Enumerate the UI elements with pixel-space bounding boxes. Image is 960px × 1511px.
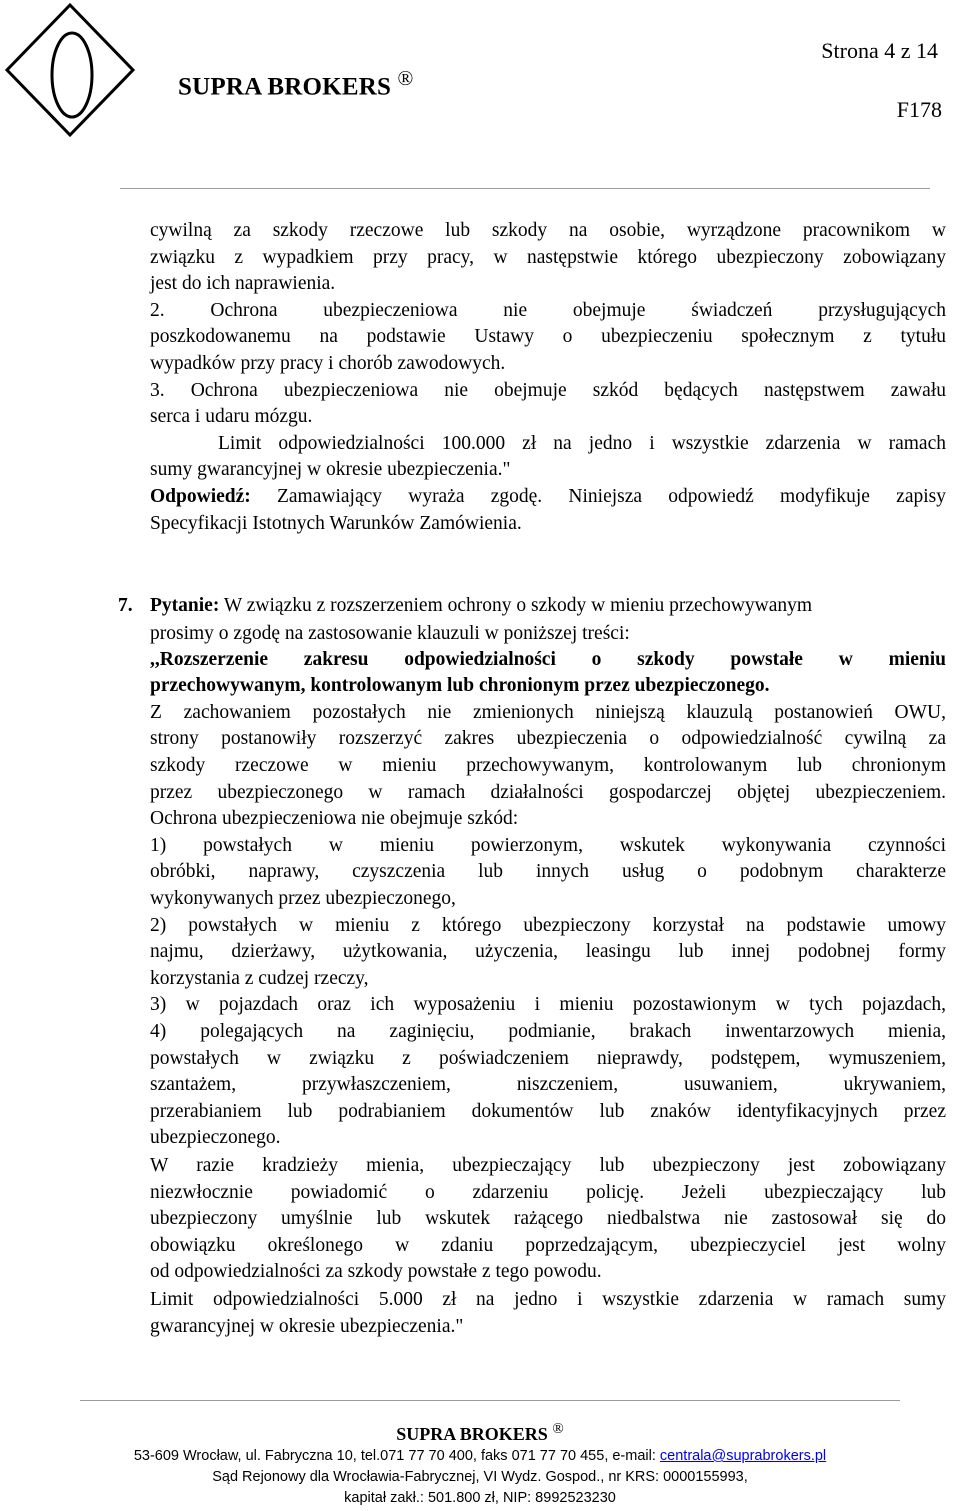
answer-consent: Zamawiający wyraża zgodę. [250,486,543,507]
answer-line-2: Specyfikacji Istotnych Warunków Zamówienia. [150,512,522,534]
intro-line-1: Z zachowaniem pozostałych nie zmienionych niniejszą klauzulą postanowień OWU, [150,701,946,723]
item3-line-1: 3) w pojazdach oraz ich wyposażeniu i mieniu pozostawionym w tych pojazdach, [150,994,946,1016]
footer-address [0,1448,960,1464]
item2-line-1: 2) powstałych w mieniu z którego ubezpieczony korzystał na podstawie umowy [150,914,946,936]
footer-brand-name: SUPRA BROKERS [396,1424,548,1444]
item4-line-4: przerabianiem lub podrabianiem dokumentów lub znaków identyfikacyjnych przez [150,1100,946,1122]
item1-line-2: obróbki, naprawy, czyszczenia lub innych usług o podobnym charakterze [150,861,946,883]
item4-line-1: 4) polegających na zaginięciu, podmianie, brakach inwentarzowych mienia, [150,1020,946,1042]
question-line-2: prosimy o zgodę na zastosowanie klauzuli w poniższej treści: [150,623,630,644]
header-brand-name: SUPRA BROKERS [178,73,392,101]
p2-line-3: wypadków przy pracy i chorób zawodowych. [150,353,506,374]
item4-line-2: powstałych w związku z poświadczeniem nieprawdy, podstępem, wymuszeniem, [150,1047,946,1069]
answer-label: Odpowiedź: [150,486,251,507]
question-number: 7. [118,595,133,616]
question-text: W związku z rozszerzeniem ochrony o szkody w mieniu przechowywanym [219,595,813,616]
footer-divider [80,1400,900,1401]
footer-capital: kapitał zakł.: 501.800 zł, NIP: 8992523230 [344,1490,616,1506]
theft-line-1: W razie kradzieży mienia, ubezpieczający lub ubezpieczony jest zobowiązany [150,1155,946,1176]
clause-title-line-1: ,,Rozszerzenie zakresu odpowiedzialności o szkody powstałe w mieniu [150,648,946,670]
limit1-line-2: sumy gwarancyjnej w okresie ubezpieczenia." [150,459,511,481]
p3-line-2: serca i udaru mózgu. [150,406,313,428]
intro-line-5: Ochrona ubezpieczeniowa nie obejmuje szkód: [150,808,519,830]
header-divider [120,188,930,189]
theft-line-4: obowiązku określonego w zdaniu poprzedzającym, ubezpieczyciel jest wolny [150,1234,946,1256]
answer-text: Niniejsza odpowiedź modyfikuje zapisy [542,486,946,507]
limit1-line-1: Limit odpowiedzialności 100.000 zł na jedno i wszystkie zdarzenia w ramach [218,432,946,454]
intro-line-2: strony postanowiły rozszerzyć zakres ubezpieczenia o odpowiedzialność cywilną za [150,728,946,750]
intro-line-4: przez ubezpieczonego w ramach działalności gospodarczej objętej ubezpieczeniem. [150,781,946,803]
p1-line-3: jest do ich naprawienia. [150,273,336,295]
p3-line-1: 3. Ochrona ubezpieczeniowa nie obejmuje szkód będących następstwem zawału [150,379,946,401]
item4-line-5: ubezpieczonego. [150,1127,281,1149]
theft-line-2: niezwłocznie powiadomić o zdarzeniu policję. Jeżeli ubezpieczający lub [150,1181,946,1203]
footer-registered-mark: ® [552,1421,564,1437]
company-logo [0,0,140,150]
item2-line-2: najmu, dzierżawy, użytkowania, użyczenia, leasingu lub innej podobnej formy [150,941,946,963]
footer-brand [0,1421,960,1445]
item4-line-3: szantażem, przywłaszczeniem, niszczeniem, usuwaniem, ukrywaniem, [150,1074,946,1096]
theft-line-3: ubezpieczony umyślnie lub wskutek rażącego niedbalstwa nie zastosował się do [150,1208,946,1230]
p1-line-1: cywilną za szkody rzeczowe lub szkody na osobie, wyrządzone pracownikom w [150,220,946,241]
intro-line-3: szkody rzeczowe w mieniu przechowywanym, kontrolowanym lub chronionym [150,754,946,776]
item1-line-3: wykonywanych przez ubezpieczonego, [150,887,456,909]
theft-line-5: od odpowiedzialności za szkody powstałe z tego powodu. [150,1261,602,1283]
question-line-1 [150,593,946,620]
footer-email-link[interactable]: centrala@suprabrokers.pl [659,1448,827,1464]
clause-title-line-2: przechowywanym, kontrolowanym lub chronionym przez ubezpieczonego. [150,675,770,697]
limit2-line-2: gwarancyjnej w okresie ubezpieczenia." [150,1315,464,1337]
limit2-line-1: Limit odpowiedzialności 5.000 zł na jedno i wszystkie zdarzenia w ramach sumy [150,1289,946,1310]
header-brand [178,66,414,101]
footer-address-text: 53-609 Wrocław, ul. Fabryczna 10, tel.071 77 70 400, faks 071 77 70 455, e-mail: [133,1448,660,1464]
form-code: F178 [896,97,942,122]
p1-line-2: związku z wypadkiem przy pracy, w następstwie którego ubezpieczony zobowiązany [150,246,946,268]
p2-line-2: poszkodowanemu na podstawie Ustawy o ubezpieczeniu społecznym z tytułu [150,326,946,348]
p2-line-1: 2. Ochrona ubezpieczeniowa nie obejmuje świadczeń przysługujących [150,299,946,321]
page-indicator: Strona 4 z 14 [821,38,938,63]
answer-line-1 [150,484,946,511]
registered-mark: ® [397,66,414,90]
footer-court: Sąd Rejonowy dla Wrocławia-Fabrycznej, VI Wydz. Gospod., nr KRS: 0000155993, [212,1469,748,1485]
question-label: Pytanie: [150,595,220,616]
item2-line-3: korzystania z cudzej rzeczy, [150,967,369,989]
item1-line-1: 1) powstałych w mieniu powierzonym, wskutek wykonywania czynności [150,834,946,856]
